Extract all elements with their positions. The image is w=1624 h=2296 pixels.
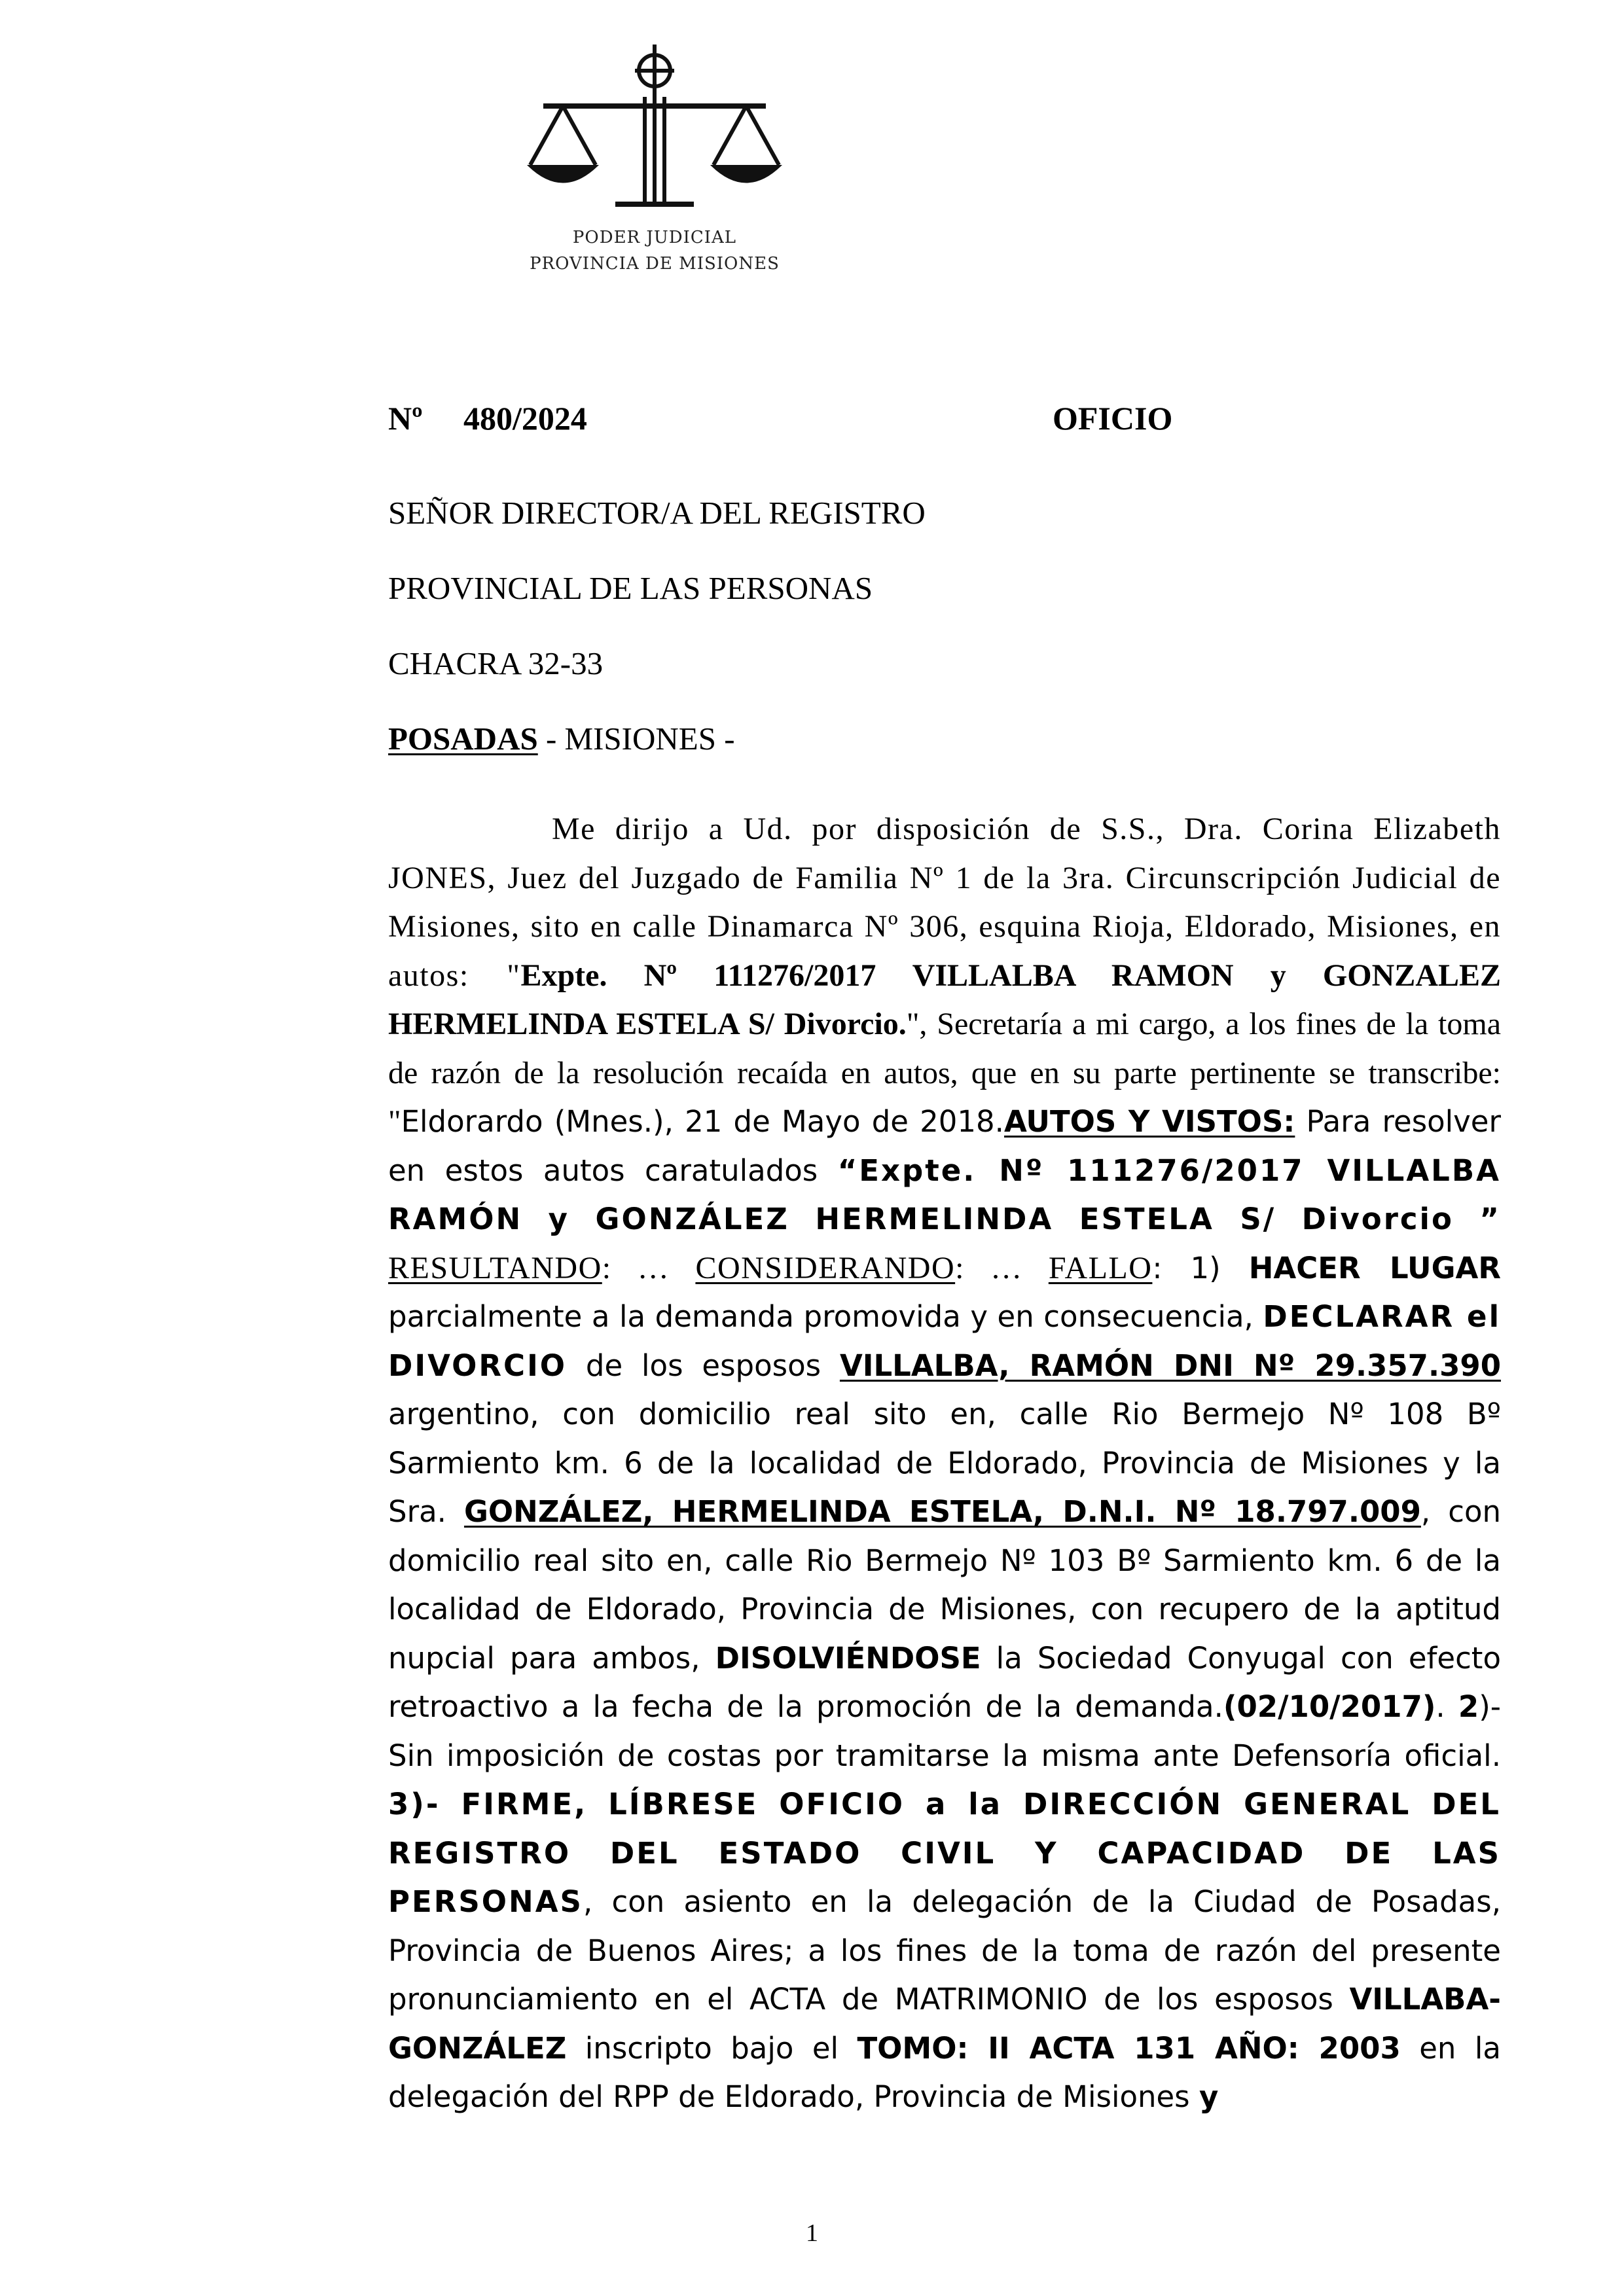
resultando-heading: RESULTANDO xyxy=(388,1250,602,1285)
fallo-heading: FALLO xyxy=(1048,1250,1153,1285)
body-text: de los esposos xyxy=(567,1348,840,1383)
body-text: Para resolver en estos autos caratulados xyxy=(388,1104,1501,1188)
address-city-line xyxy=(388,720,735,757)
body-text: )- Sin imposición de costas por tramitarse la misma ante Defensoría oficial. xyxy=(388,1689,1502,1773)
body-text: . xyxy=(1435,1689,1458,1724)
body-text: , con asiento en la delegación de la Ciudad de Posadas, Provincia de Buenos Aires; a los fines de la toma de razón del presente pronunciamiento en el ACTA de MATRIMONIO de los esposos xyxy=(388,1884,1501,2017)
body-text: Me dirijo a Ud. por disposición de S.S., Dra. Corina Elizabeth JONES, Juez del Juzgado de Familia Nº 1 de la 3ra. Circunscripción Judicial de Misiones, sito en calle Dinamarca Nº 306, esquina Rioja, Eldorado, Misiones, en autos: " xyxy=(388,812,1501,993)
body-text: : 1) xyxy=(1152,1250,1249,1285)
demand-date: (02/10/2017) xyxy=(1223,1689,1436,1724)
body-text: y xyxy=(1199,2079,1219,2114)
spouses-surnames: VILLABA- GONZÁLEZ xyxy=(388,1982,1501,2066)
body-text: parcialmente a la demanda promovida y en consecuencia, xyxy=(388,1299,1263,1334)
body-text: inscripto bajo el xyxy=(566,2030,857,2066)
body-text: en la delegación del RPP de Eldorado, Provincia de Misiones xyxy=(388,2030,1501,2114)
document-type: OFICIO xyxy=(1053,400,1173,437)
spouse-2: GONZÁLEZ, HERMELINDA ESTELA, D.N.I. Nº 18.797.009 xyxy=(463,1494,1421,1529)
hacer-lugar: HACER LUGAR xyxy=(1248,1250,1501,1285)
item-3-order: 3)- FIRME, LÍBRESE OFICIO a la DIRECCIÓN GENERAL DEL REGISTRO DEL ESTADO CIVIL Y CAPACIDAD DE LAS PERSONAS xyxy=(388,1787,1501,1919)
body-text: : … xyxy=(955,1250,1049,1285)
page-number: 1 xyxy=(806,2219,818,2247)
body-text: la Sociedad Conyugal con efecto retroactivo a la fecha de la promoción de la demanda. xyxy=(388,1640,1501,1724)
registry-reference: TOMO: II ACTA 131 AÑO: 2003 xyxy=(857,2030,1401,2066)
body-text: , con domicilio real sito en, calle Rio Bermejo Nº 103 Bº Sarmiento km. 6 de la localidad de Eldorado, Provincia de Misiones, con recupero de la aptitud nupcial para ambos, xyxy=(388,1494,1502,1676)
letterhead-line-1: PODER JUDICIAL xyxy=(572,228,737,247)
body-text: : … xyxy=(602,1250,696,1285)
oficio-number: 480/2024 xyxy=(463,400,587,437)
letterhead-logo xyxy=(517,41,792,289)
address-province: - MISIONES - xyxy=(537,721,735,757)
letter-body xyxy=(388,805,1501,2122)
declarar-divorcio: DECLARAR el DIVORCIO xyxy=(388,1299,1502,1383)
body-text: argentino, con domicilio real sito en, calle Rio Bermejo Nº 108 Bº Sarmiento km. 6 de la localidad de Eldorado, Provincia de Misiones y la Sra. xyxy=(388,1397,1501,1529)
number-symbol: Nº xyxy=(388,400,423,437)
address-line-2: PROVINCIAL DE LAS PERSONAS xyxy=(388,570,873,606)
disolviendose: DISOLVIÉNDOSE xyxy=(715,1640,981,1676)
resolution-date: Eldorardo (Mnes.), 21 de Mayo de 2018. xyxy=(401,1104,1004,1139)
address-line-3: CHACRA 32-33 xyxy=(388,645,604,681)
scales-of-justice-icon xyxy=(517,41,792,224)
item-2: 2 xyxy=(1458,1689,1479,1724)
body-text: ", Secretaría a mi cargo, a los fines de la toma de razón de la resolución recaída en autos, que en su parte pertinente se transcribe: " xyxy=(388,1007,1502,1139)
spouse-1: VILLALBA, RAMÓN DNI Nº 29.357.390 xyxy=(839,1348,1502,1383)
address-line-1: SEÑOR DIRECTOR/A DEL REGISTRO xyxy=(388,495,926,531)
case-title: Expte. Nº 111276/2017 VILLALBA RAMON y GONZALEZ HERMELINDA ESTELA S/ Divorcio. xyxy=(388,958,1501,1041)
considerando-heading: CONSIDERANDO xyxy=(695,1250,956,1285)
address-city: POSADAS xyxy=(388,721,538,757)
autos-y-vistos: AUTOS Y VISTOS: xyxy=(1003,1104,1295,1139)
case-title-resolution: “Expte. Nº 111276/2017 VILLALBA RAMÓN y GONZÁLEZ HERMELINDA ESTELA S/ Divorcio ” xyxy=(388,1153,1501,1236)
letterhead-line-2: PROVINCIA DE MISIONES xyxy=(530,254,780,274)
